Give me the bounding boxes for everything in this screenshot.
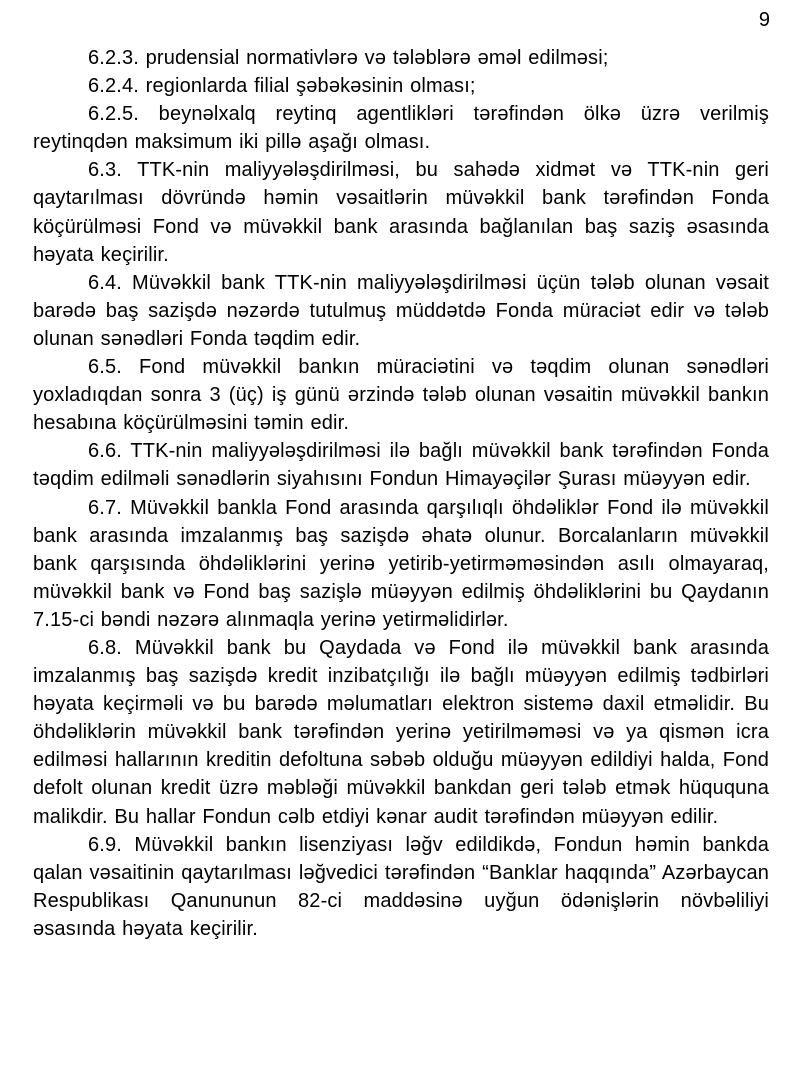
- paragraph: 6.2.4. regionlarda filial şəbəkəsinin olması;: [88, 75, 476, 98]
- page-number: 9: [758, 9, 770, 31]
- paragraph: 6.8. Müvəkkil bank bu Qaydada və Fond ilə müvəkkil bank arasında imzalanmış baş sazişdə kredit inzibatçılığı ilə bağlı müəyyən edilmiş tədbirləri həyata keçirməli və bu barədə məlumatları elektron sistemə daxil etməlidir. Bu öhdəliklərin müvəkkil bank tərəfindən yerinə yetirilməməsi və ya qismən icra edilməsi hallarının kreditin defoltuna səbəb olduğu müəyyən edildiyi halda, Fond defolt olunan kredit üzrə məbləği müvəkkil bankdan geri tələb etmək hüququna malikdir. Bu hallar Fondun cəlb etdiyi kənar audit tərəfindən müəyyən edilir.: [33, 636, 769, 828]
- paragraph: 6.7. Müvəkkil bankla Fond arasında qarşılıqlı öhdəliklər Fond ilə müvəkkil bank arasında imzalanmış baş sazişdə əhatə olunur. Borcalanların müvəkkil bank qarşısında öhdəliklərini yerinə yetirib-yetirməməsindən asılı olmayaraq, müvəkkil bank və Fond baş sazişlə müəyyən edilmiş öhdəliklərini bu Qaydanın 7.15-ci bəndi nəzərə alınmaqla yerinə yetirməlidirlər.: [33, 496, 769, 631]
- paragraph: 6.9. Müvəkkil bankın lisenziyası ləğv edildikdə, Fondun həmin bankda qalan vəsaitinin qaytarılması ləğvedici tərəfindən “Banklar haqqında” Azərbaycan Respublikası Qanununun 82-ci maddəsinə uyğun ödənişlərin növbəliliyi əsasında həyata keçirilir.: [33, 833, 769, 940]
- paragraph: 6.4. Müvəkkil bank TTK-nin maliyyələşdirilməsi üçün tələb olunan vəsait barədə baş sazişdə nəzərdə tutulmuş müddətdə Fonda müraciət edir və tələb olunan sənədləri Fonda təqdim edir.: [33, 271, 769, 350]
- paragraph: 6.5. Fond müvəkkil bankın müraciətini və təqdim olunan sənədləri yoxladıqdan sonra 3 (üç) iş günü ərzində tələb olunan vəsaitin müvəkkil bankın hesabına köçürülməsini təmin edir.: [33, 356, 769, 435]
- paragraph: 6.3. TTK-nin maliyyələşdirilməsi, bu sahədə xidmət və TTK-nin geri qaytarılması dövründə həmin vəsaitlərin müvəkkil bank tərəfindən Fonda köçürülməsi Fond və müvəkkil bank arasında bağlanılan baş saziş əsasında həyata keçirilir.: [33, 159, 769, 266]
- document-body: [33, 44, 769, 943]
- paragraph: 6.2.3. prudensial normativlərə və tələblərə əməl edilməsi;: [88, 47, 609, 69]
- paragraph: 6.6. TTK-nin maliyyələşdirilməsi ilə bağlı müvəkkil bank tərəfindən Fonda təqdim edilməli sənədlərin siyahısını Fondun Himayəçilər Şurası müəyyən edir.: [33, 440, 769, 491]
- paragraph: 6.2.5. beynəlxalq reytinq agentlikləri tərəfindən ölkə üzrə verilmiş reytinqdən maksimum iki pillə aşağı olması.: [33, 103, 769, 154]
